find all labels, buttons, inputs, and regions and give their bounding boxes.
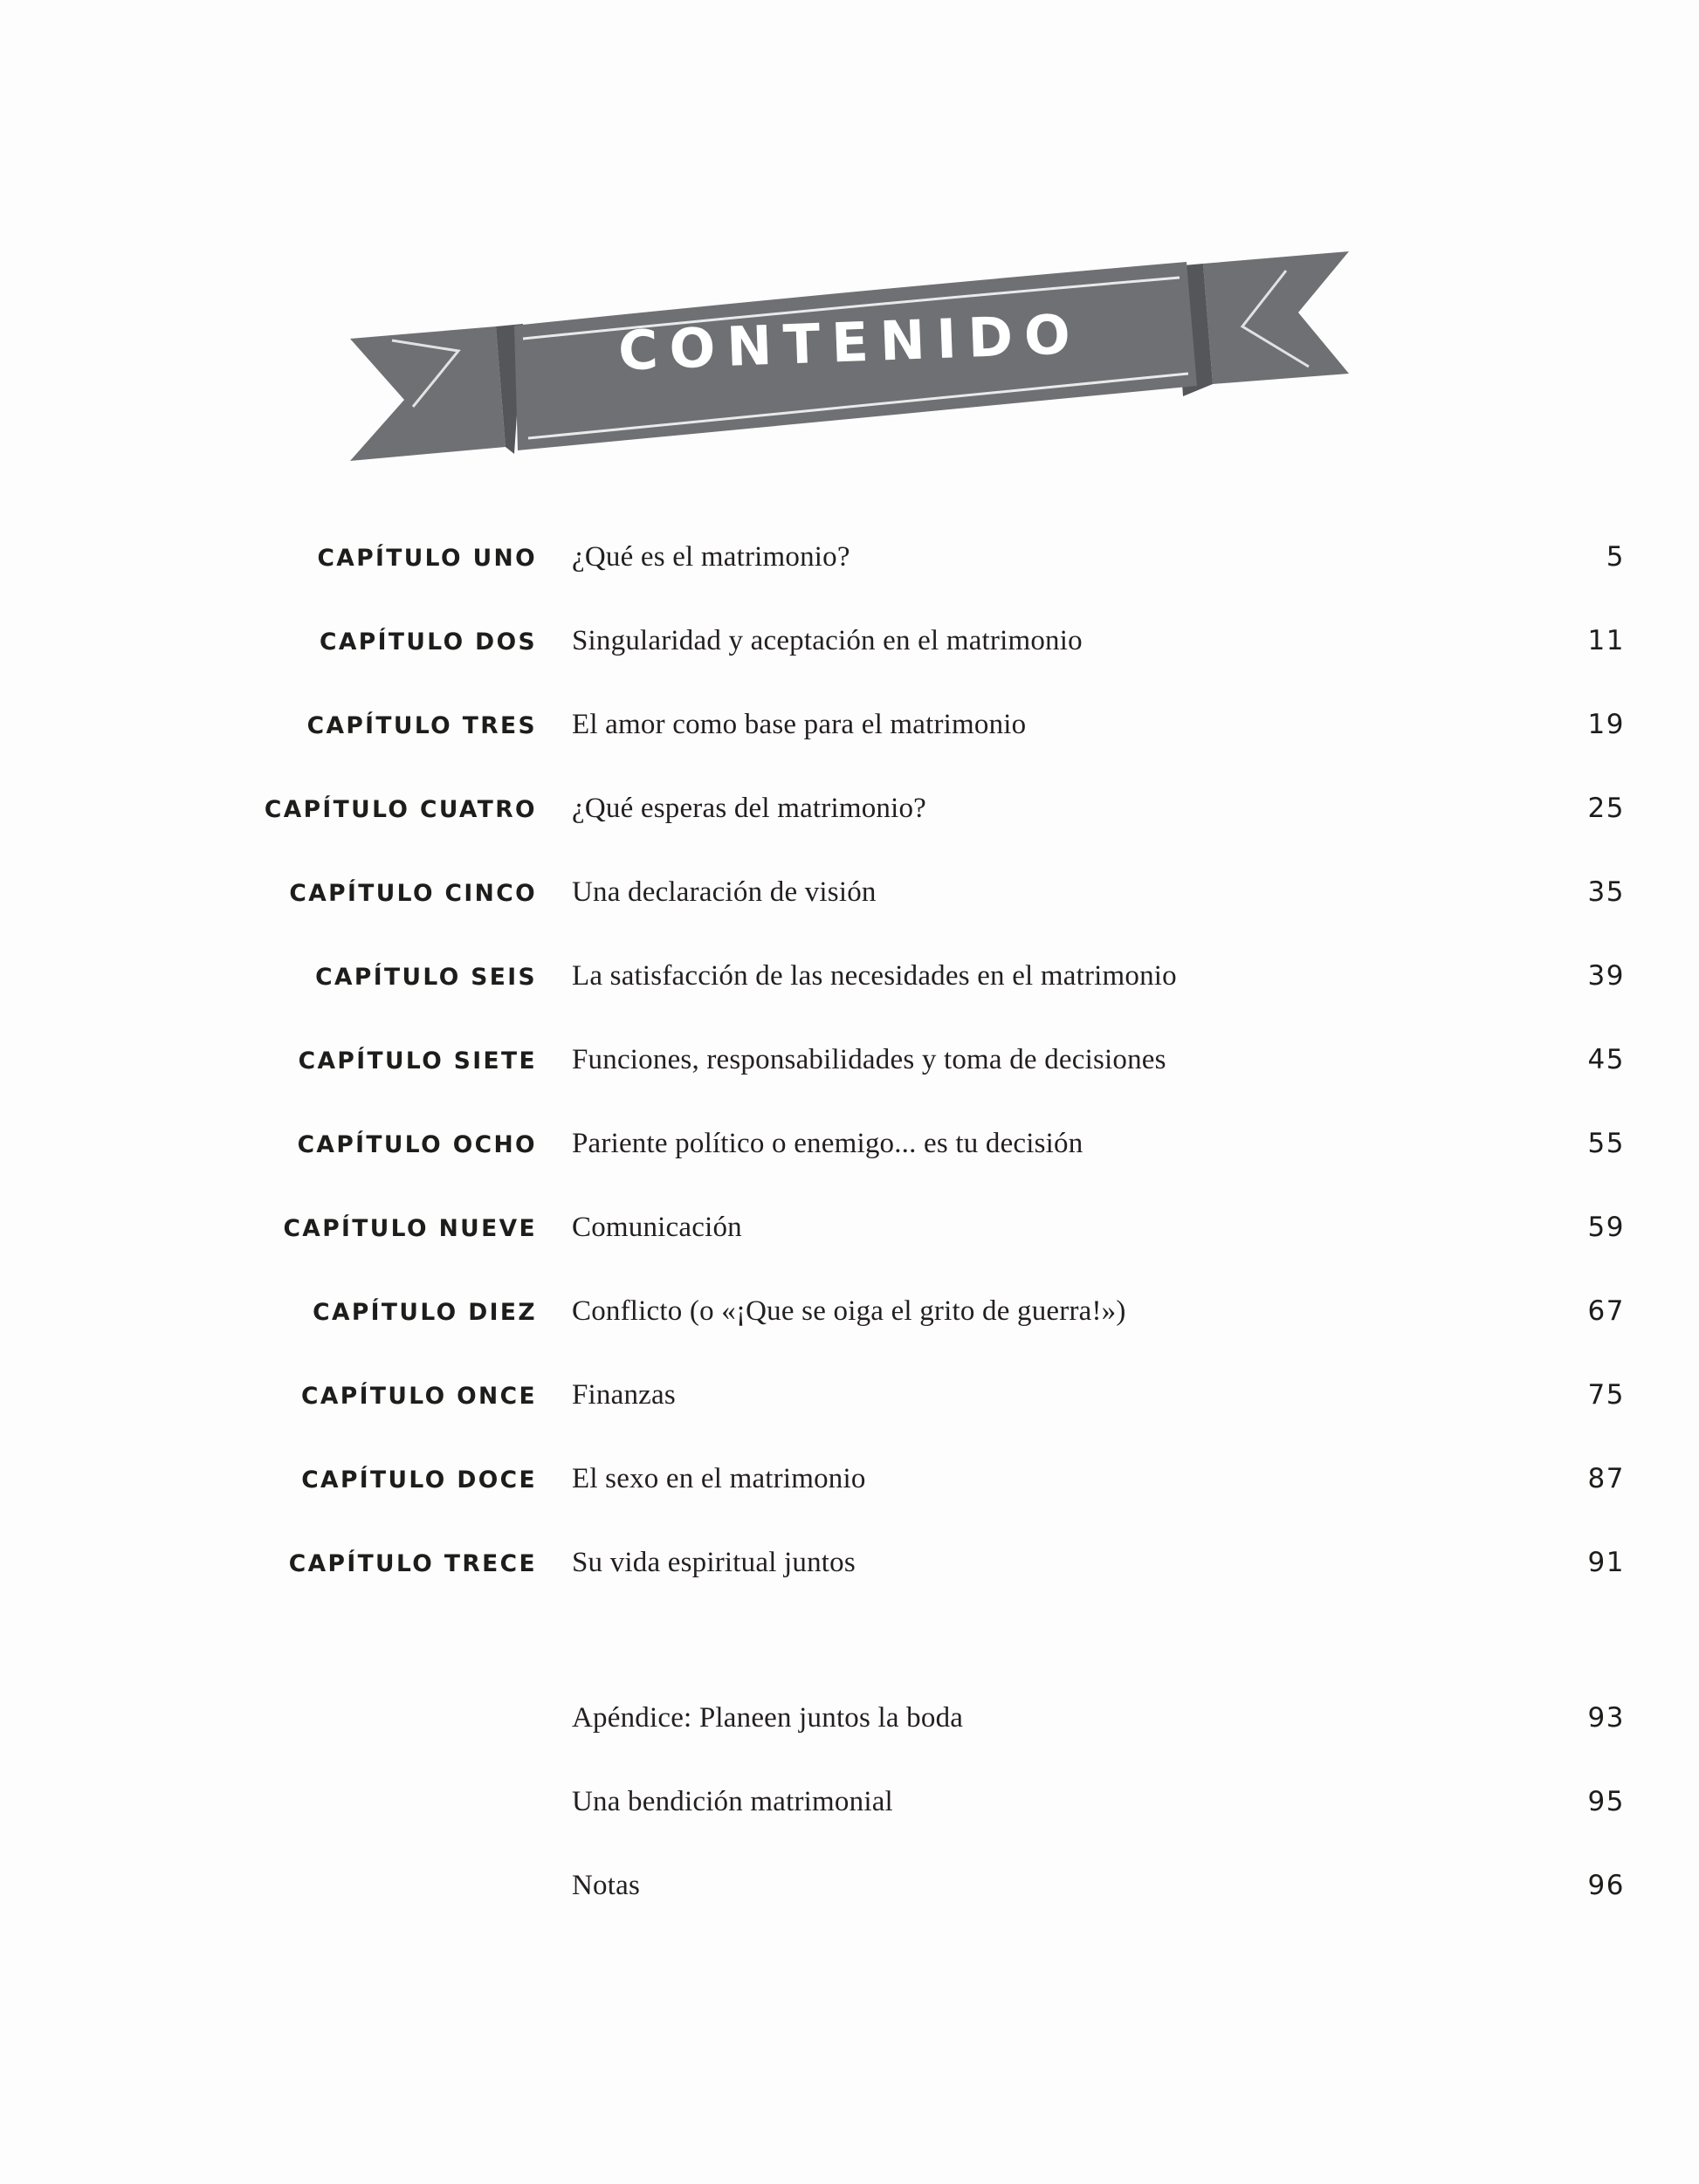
toc-entry[interactable] [0,1547,1699,1631]
toc-page-number: 96 [1587,1870,1625,1901]
toc-entry[interactable] [0,876,1699,960]
toc-page-number: 93 [1587,1702,1625,1734]
toc-entry-title: Singularidad y aceptación en el matrimonio [572,625,1083,656]
toc-chapter-label: CAPÍTULO CINCO [289,880,537,907]
page-title: CONTENIDO [616,301,1083,382]
toc-page-number: 11 [1587,625,1625,656]
back-matter-list [0,1702,1699,1954]
toc-chapter-label: CAPÍTULO DOCE [301,1466,537,1494]
toc-entry[interactable] [0,1786,1699,1870]
toc-entry-title: Funciones, responsabilidades y toma de decisiones [572,1044,1166,1075]
toc-page-number: 75 [1587,1379,1625,1411]
ribbon-icon [343,236,1356,498]
toc-entry-title: El amor como base para el matrimonio [572,709,1027,740]
toc-entry[interactable] [0,709,1699,793]
toc-chapter-label: CAPÍTULO ONCE [301,1383,537,1410]
toc-entry[interactable] [0,1702,1699,1786]
toc-entry-title: Comunicación [572,1212,742,1243]
toc-entry[interactable] [0,1463,1699,1547]
toc-entry-title: Una declaración de visión [572,876,877,908]
toc-entry-title: Finanzas [572,1379,676,1411]
toc-chapter-label: CAPÍTULO OCHO [297,1131,537,1158]
toc-page-number: 45 [1587,1044,1625,1075]
toc-entry-title: ¿Qué esperas del matrimonio? [572,793,927,824]
toc-entry-title: Notas [572,1870,640,1901]
toc-entry-title: ¿Qué es el matrimonio? [572,541,850,573]
toc-entry-title: Conflicto (o «¡Que se oiga el grito de guerra!») [572,1295,1126,1327]
toc-entry[interactable] [0,1870,1699,1954]
toc-page-number: 95 [1587,1786,1625,1817]
toc-chapter-label: CAPÍTULO SEIS [315,964,537,991]
toc-chapter-label: CAPÍTULO TRES [306,712,537,739]
toc-entry-title: Apéndice: Planeen juntos la boda [572,1702,964,1734]
toc-page-number: 59 [1587,1212,1625,1243]
toc-chapter-label: CAPÍTULO CUATRO [264,796,537,823]
toc-entry[interactable] [0,960,1699,1044]
toc-entry[interactable] [0,541,1699,625]
toc-page-number: 35 [1587,876,1625,908]
toc-page-number: 87 [1587,1463,1625,1494]
toc-page-number: 91 [1587,1547,1625,1578]
toc-page-number: 67 [1587,1295,1625,1327]
toc-entry[interactable] [0,1295,1699,1379]
toc-chapter-label: CAPÍTULO SIETE [298,1047,537,1075]
toc-entry[interactable] [0,625,1699,709]
toc-entry[interactable] [0,1379,1699,1463]
toc-chapter-label: CAPÍTULO UNO [317,545,537,572]
toc-page-number: 25 [1587,793,1625,824]
toc-page-number: 19 [1587,709,1625,740]
toc-entry-title: El sexo en el matrimonio [572,1463,866,1494]
toc-chapter-label: CAPÍTULO DIEZ [313,1299,537,1326]
toc-entry[interactable] [0,1128,1699,1212]
toc-chapter-label: CAPÍTULO DOS [320,628,537,656]
toc-entry-title: Una bendición matrimonial [572,1786,893,1817]
table-of-contents [0,541,1699,1954]
toc-entry[interactable] [0,1044,1699,1128]
toc-chapter-label: CAPÍTULO NUEVE [283,1215,537,1242]
toc-entry[interactable] [0,793,1699,876]
toc-entry-title: Pariente político o enemigo... es tu decisión [572,1128,1083,1159]
contenido-banner [0,236,1699,498]
toc-entry-title: Su vida espiritual juntos [572,1547,856,1578]
toc-entry-title: La satisfacción de las necesidades en el matrimonio [572,960,1177,992]
toc-page-number: 55 [1587,1128,1625,1159]
toc-page-number: 39 [1587,960,1625,992]
toc-entry[interactable] [0,1212,1699,1295]
toc-chapter-label: CAPÍTULO TRECE [288,1550,537,1577]
toc-page-number: 5 [1606,541,1625,573]
